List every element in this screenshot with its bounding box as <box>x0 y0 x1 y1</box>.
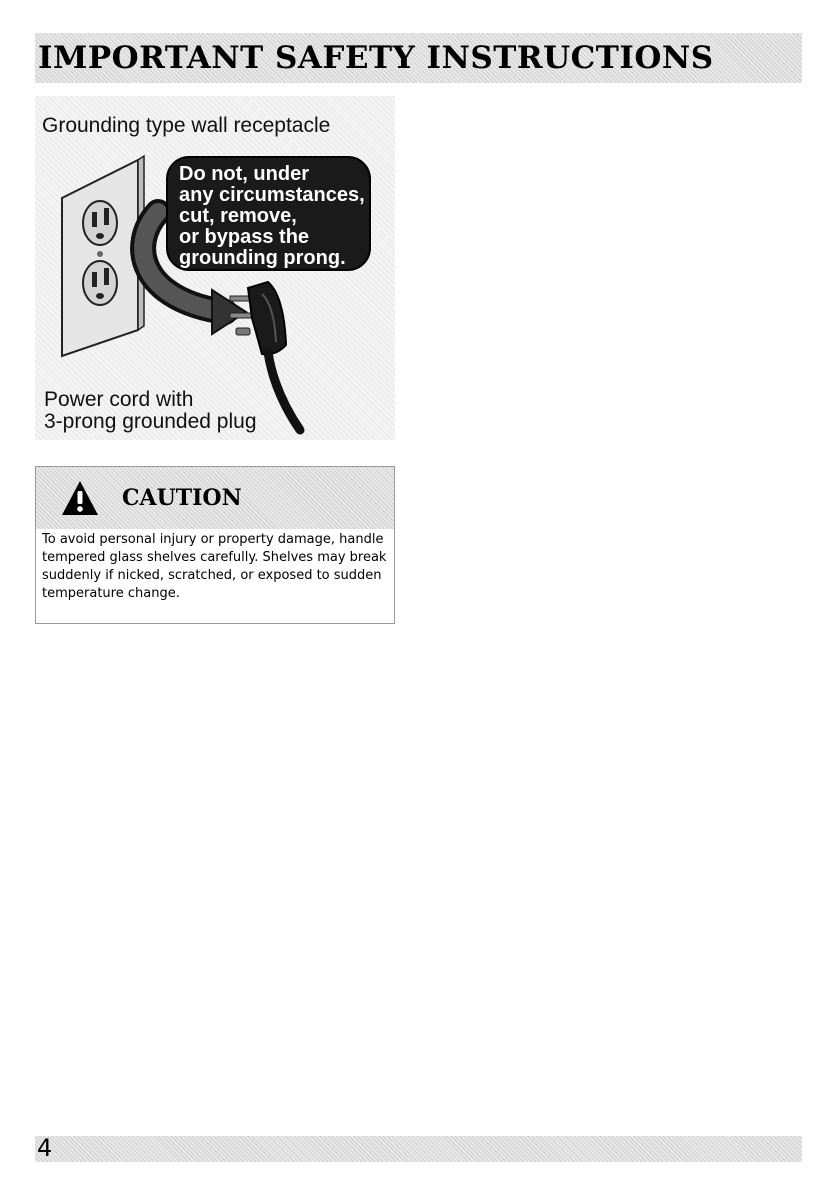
caution-title: CAUTION <box>122 485 242 511</box>
footer-bar <box>35 1136 802 1162</box>
callout-line-2: any circumstances, <box>179 184 365 206</box>
caution-box <box>35 466 395 624</box>
callout-line-1: Do not, under <box>179 163 309 185</box>
callout-line-3: cut, remove, <box>179 205 297 227</box>
callout-line-4: or bypass the <box>179 226 310 248</box>
warning-triangle-icon <box>60 479 100 517</box>
cord-label-line-2: 3-prong grounded plug <box>44 410 257 433</box>
callout-line-5: grounding prong. <box>179 247 346 269</box>
receptacle-label: Grounding type wall receptacle <box>42 114 331 137</box>
caution-text: To avoid personal injury or property damage, handle tempered glass shelves carefully. Shelves may break suddenly if nicked, scratched, or exposed to sudden temperature change. <box>42 532 387 601</box>
page-number: 4 <box>37 1134 53 1162</box>
plug-icon <box>230 282 300 430</box>
page-title: IMPORTANT SAFETY INSTRUCTIONS <box>38 40 714 76</box>
cord-label-line-1: Power cord with <box>44 388 194 411</box>
